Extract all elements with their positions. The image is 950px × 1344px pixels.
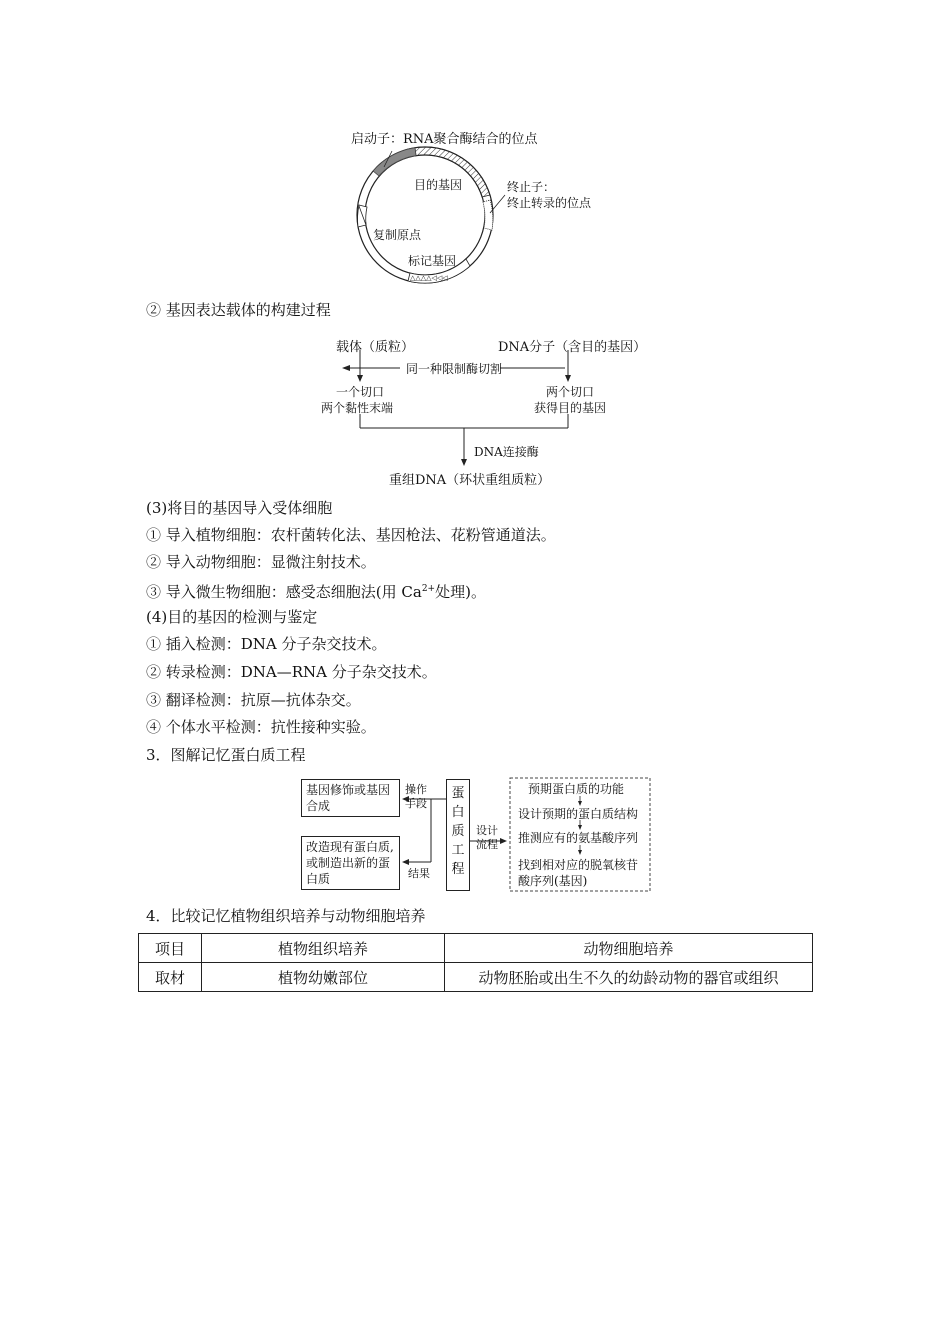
table-row: [139, 963, 813, 992]
table-cell: 取材: [139, 963, 202, 992]
vector-label: 载体（质粒）: [336, 340, 415, 355]
table-header-cell: 植物组织培养: [202, 934, 445, 963]
ligase-label: DNA连接酶: [474, 445, 539, 459]
flow-step-4: 找到相对应的脱氧核苷: [518, 858, 639, 872]
marker-label: 标记基因: [408, 254, 457, 268]
gene-modification-box: 基因修饰或基因 合成: [301, 779, 400, 817]
left-cut-2: 两个黏性末端: [321, 401, 394, 415]
detect-translate: ③ 翻译检测：抗原—抗体杂交。: [146, 691, 361, 709]
protein-engineering-box: 蛋 白 质 工 程: [446, 779, 470, 891]
import-microbe: ③ 导入微生物细胞：感受态细胞法(用 $Ca^{2+}$处理)。: [146, 583, 486, 601]
detect-insert: ① 插入检测：DNA 分子杂交技术。: [146, 635, 387, 653]
table-header-row: [139, 934, 813, 963]
flow-step-2: 设计预期的蛋白质结构: [518, 807, 639, 821]
result-label: 结果: [408, 867, 430, 880]
means-label: 操作 手段: [405, 783, 427, 810]
origin-label: 复制原点: [373, 228, 422, 242]
heading-construct: ② 基因表达载体的构建过程: [146, 301, 331, 319]
enzyme-label: 同一种限制酶切割: [406, 362, 503, 376]
terminator-label-2: 终止转录的位点: [507, 196, 592, 210]
promoter-segment: [373, 148, 416, 176]
protein-modification-box: 改造现有蛋白质, 或制造出新的蛋 白质: [301, 836, 400, 890]
heading-import: (3)将目的基因导入受体细胞: [146, 499, 333, 517]
heading-detect: (4)目的基因的检测与鉴定: [146, 608, 318, 626]
svg-text:△△△△◁◁◁: △△△△◁◁◁: [410, 274, 448, 282]
flow-step-5: 酸序列(基因): [518, 874, 588, 888]
comparison-table: [138, 933, 813, 992]
left-cut-1: 一个切口: [336, 385, 385, 399]
right-cut-2: 获得目的基因: [534, 401, 607, 415]
import-animal: ② 导入动物细胞：显微注射技术。: [146, 553, 376, 571]
design-label: 设计 流程: [476, 824, 498, 851]
right-cut-1: 两个切口: [546, 385, 595, 399]
promoter-label: 启动子：RNA聚合酶结合的位点: [351, 132, 538, 147]
section-3-title: 3．图解记忆蛋白质工程: [146, 746, 306, 764]
table-header-cell: 项目: [139, 934, 202, 963]
import-plant: ① 导入植物细胞：农杆菌转化法、基因枪法、花粉管通道法。: [146, 526, 556, 544]
table-cell: 植物幼嫩部位: [202, 963, 445, 992]
table-header-cell: 动物细胞培养: [445, 934, 813, 963]
plasmid-svg: [340, 125, 620, 300]
flow-step-3: 推测应有的氨基酸序列: [518, 831, 639, 845]
detect-transcribe: ② 转录检测：DNA—RNA 分子杂交技术。: [146, 663, 437, 681]
dna-label: DNA分子（含目的基因）: [498, 340, 647, 355]
table-cell: 动物胚胎或出生不久的幼龄动物的器官或组织: [445, 963, 813, 992]
detect-individual: ④ 个体水平检测：抗性接种实验。: [146, 718, 376, 736]
terminator-label-1: 终止子：: [507, 180, 556, 194]
target-gene-label: 目的基因: [414, 178, 463, 192]
flow-step-1: 预期蛋白质的功能: [528, 782, 625, 796]
section-4-title: 4．比较记忆植物组织培养与动物细胞培养: [146, 907, 426, 925]
recombinant-label: 重组DNA（环状重组质粒）: [389, 473, 551, 488]
